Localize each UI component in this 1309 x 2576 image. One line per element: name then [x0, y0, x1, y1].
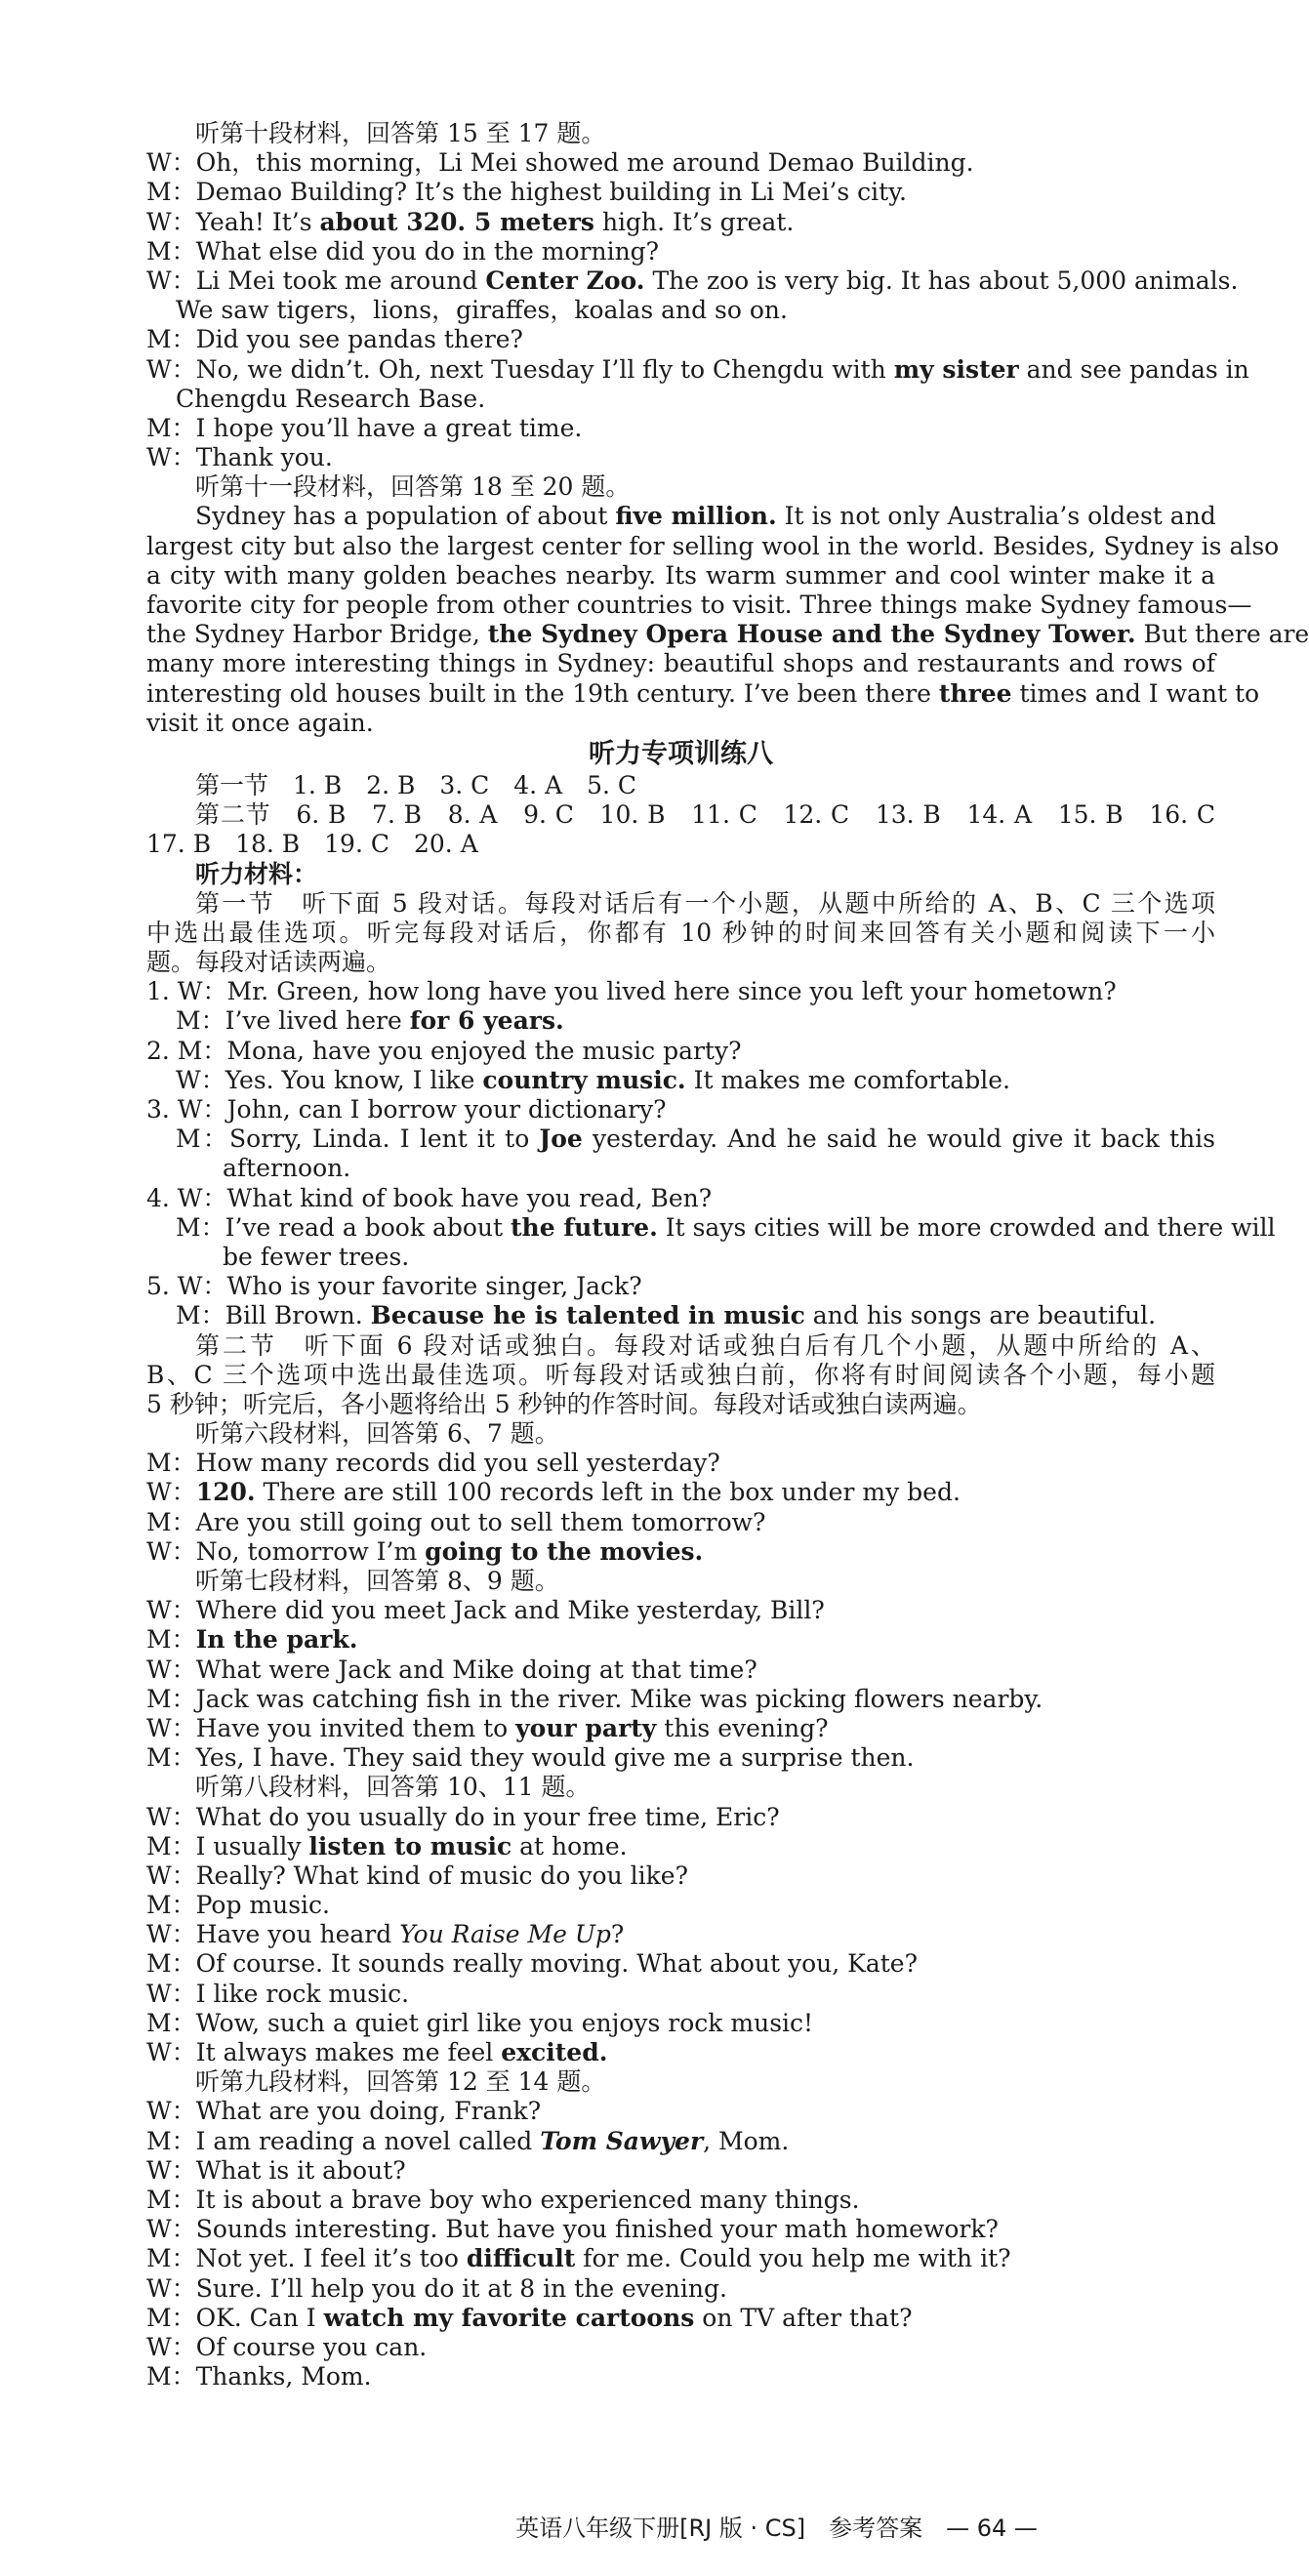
text-line: 2. M：Mona, have you enjoyed the music party? [146, 1036, 742, 1065]
text-line: M：I’ve lived here for 6 years. [176, 1006, 564, 1036]
text-line: M：Not yet. I feel it’s too difficult for me. Could you help me with it? [146, 2244, 1011, 2273]
section-title: 听力专项训练八 [589, 738, 773, 769]
text-line: W：I like rock music. [146, 1979, 410, 2008]
text-line: W：Sure. I’ll help you do it at 8 in the evening. [146, 2273, 727, 2303]
listening-materials [146, 888, 1276, 2392]
paragraph-line: the Sydney Harbor Bridge, the Sydney Opera House and the Sydney Tower. But there are [146, 620, 1309, 649]
text-line: W：Thank you. [146, 443, 333, 472]
text-line: 中选出最佳选项。听完每段对话后，你都有 10 秒钟的时间来回答有关小题和阅读下一小 [146, 918, 1215, 947]
text-line: W：No, tomorrow I’m going to the movies. [146, 1536, 704, 1566]
text-line: afternoon. [223, 1154, 351, 1183]
text-line: M：Wow, such a quiet girl like you enjoys rock music! [146, 2008, 814, 2037]
segment-eleven-monologue [146, 502, 1309, 738]
text-line: W：Yes. You know, I like country music. It makes me comfortable. [176, 1065, 1010, 1094]
answer-line: 第二节 6. B 7. B 8. A 9. C 10. B 11. C 12. C 13. B 14. A 15. B 16. C [195, 800, 1215, 830]
content-column [146, 119, 1309, 2392]
paragraph-line: largest city but also the largest center for selling wool in the world. Besides, Sydney is also [146, 531, 1280, 560]
text-line: M：Did you see pandas there? [146, 325, 523, 354]
text-line: W：It always makes me feel excited. [146, 2038, 608, 2066]
paragraph-line: interesting old houses built in the 19th century. I’ve been there three times and I want to [146, 678, 1260, 708]
text-line: W：No, we didn’t. Oh, next Tuesday I’ll fly to Chengdu with my sister and see pandas in [146, 354, 1249, 384]
text-line: 听第六段材料，回答第 6、7 题。 [195, 1419, 559, 1449]
text-line: W：Oh，this morning，Li Mei showed me around Demao Building. [146, 148, 974, 178]
text-line: Chengdu Research Base. [176, 384, 486, 413]
paragraph-line: a city with many golden beaches nearby. Its warm summer and cool winter make it a [146, 560, 1215, 590]
text-line: W：Have you heard You Raise Me Up? [146, 1920, 625, 1949]
paragraph-line: many more interesting things in Sydney: beautiful shops and restaurants and rows of [146, 649, 1215, 678]
text-line: 听第九段材料，回答第 12 至 14 题。 [195, 2067, 606, 2097]
text-line: M：It is about a brave boy who experienced many things. [146, 2185, 860, 2214]
text-line: be fewer trees. [223, 1242, 410, 1271]
answer-line: 17. B 18. B 19. C 20. A [146, 830, 478, 859]
text-line: 听第十一段材料，回答第 18 至 20 题。 [195, 472, 631, 502]
text-line: M：In the park. [146, 1625, 358, 1655]
text-line: M：OK. Can I watch my favorite cartoons on TV after that? [146, 2303, 913, 2332]
text-line: W：120. There are still 100 records left in the box under my bed. [146, 1478, 961, 1507]
text-line: M：Bill Brown. Because he is talented in music and his songs are beautiful. [176, 1301, 1157, 1330]
text-line: W：Really? What kind of music do you like? [146, 1860, 688, 1890]
paragraph-line: visit it once again. [146, 708, 374, 737]
text-line: M：Thanks, Mom. [146, 2362, 372, 2392]
text-line: M：Sorry, Linda. I lent it to Joe yesterday. And he said he would give it back this [176, 1124, 1215, 1154]
text-line: M：Demao Building? It’s the highest building in Li Mei’s city. [146, 178, 907, 207]
text-line: W：Yeah! It’s about 320. 5 meters high. It’s great. [146, 207, 795, 236]
text-line: B、C 三个选项中选出最佳选项。听每段对话或独白前，你将有时间阅读各个小题，每小题 [146, 1360, 1215, 1389]
text-line: W：What were Jack and Mike doing at that time? [146, 1655, 757, 1684]
answer-line: 第一节 1. B 2. B 3. C 4. A 5. C [195, 770, 637, 799]
text-line: 4. W：What kind of book have you read, Ben? [146, 1183, 713, 1212]
text-line: 5 秒钟；听完后，各小题将给出 5 秒钟的作答时间。每段对话或独白读两遍。 [146, 1389, 982, 1418]
page-footer: 英语八年级下册[RJ 版 · CS] 参考答案 — 64 — [515, 2515, 1038, 2542]
text-line: M：Of course. It sounds really moving. What about you, Kate? [146, 1949, 918, 1979]
paragraph-line: favorite city for people from other countries to visit. Three things make Sydney famous— [146, 591, 1252, 619]
text-line: M：Jack was catching fish in the river. Mike was picking flowers nearby. [146, 1684, 1043, 1713]
answer-list [146, 771, 1215, 860]
text-line: M：I usually listen to music at home. [146, 1831, 628, 1860]
text-line: W：Sounds interesting. But have you finished your math homework? [146, 2215, 999, 2244]
text-line: W：Where did you meet Jack and Mike yesterday, Bill? [146, 1596, 825, 1625]
text-line: W：What is it about? [146, 2155, 406, 2185]
text-line: 第一节 听下面 5 段对话。每段对话后有一个小题，从题中所给的 A、B、C 三个选项 [195, 888, 1215, 918]
text-line: M：Yes, I have. They said they would give me a surprise then. [146, 1743, 915, 1773]
text-line: M：Pop music. [146, 1891, 330, 1920]
text-line: 听第十段材料，回答第 15 至 17 题。 [195, 119, 606, 147]
text-line: W：What are you doing, Frank? [146, 2097, 542, 2126]
text-line: M：What else did you do in the morning? [146, 236, 660, 266]
text-line: 3. W：John, can I borrow your dictionary? [146, 1095, 667, 1124]
text-line: M：I am reading a novel called Tom Sawyer, Mom. [146, 2126, 790, 2155]
text-line: W：Li Mei took me around Center Zoo. The zoo is very big. It has about 5,000 animals. [146, 266, 1239, 295]
text-line: We saw tigers，lions，giraffes，koalas and so on. [176, 296, 788, 325]
text-line: 1. W：Mr. Green, how long have you lived here since you left your hometown? [146, 977, 1117, 1006]
text-line: 听第七段材料，回答第 8、9 题。 [195, 1567, 559, 1595]
paragraph-line: Sydney has a population of about five million. It is not only Australia’s oldest and [195, 502, 1216, 531]
segment-ten-dialogue [146, 119, 1249, 502]
text-line: 听第八段材料，回答第 10、11 题。 [195, 1773, 591, 1802]
text-line: W：What do you usually do in your free time, Eric? [146, 1802, 780, 1831]
materials-label: 听力材料： [195, 859, 318, 888]
text-line: M：I hope you’ll have a great time. [146, 413, 583, 442]
text-line: M：How many records did you sell yesterday? [146, 1449, 720, 1478]
text-line: W：Have you invited them to your party this evening? [146, 1713, 829, 1742]
text-line: W：Of course you can. [146, 2332, 428, 2361]
text-line: 5. W：Who is your favorite singer, Jack? [146, 1272, 642, 1301]
text-line: 第二节 听下面 6 段对话或独白。每段对话或独白后有几个小题，从题中所给的 A、 [195, 1330, 1215, 1360]
text-line: 题。每段对话读两遍。 [146, 948, 391, 977]
text-line: M：Are you still going out to sell them tomorrow? [146, 1507, 766, 1536]
text-line: M：I’ve read a book about the future. It says cities will be more crowded and there will [176, 1212, 1276, 1242]
